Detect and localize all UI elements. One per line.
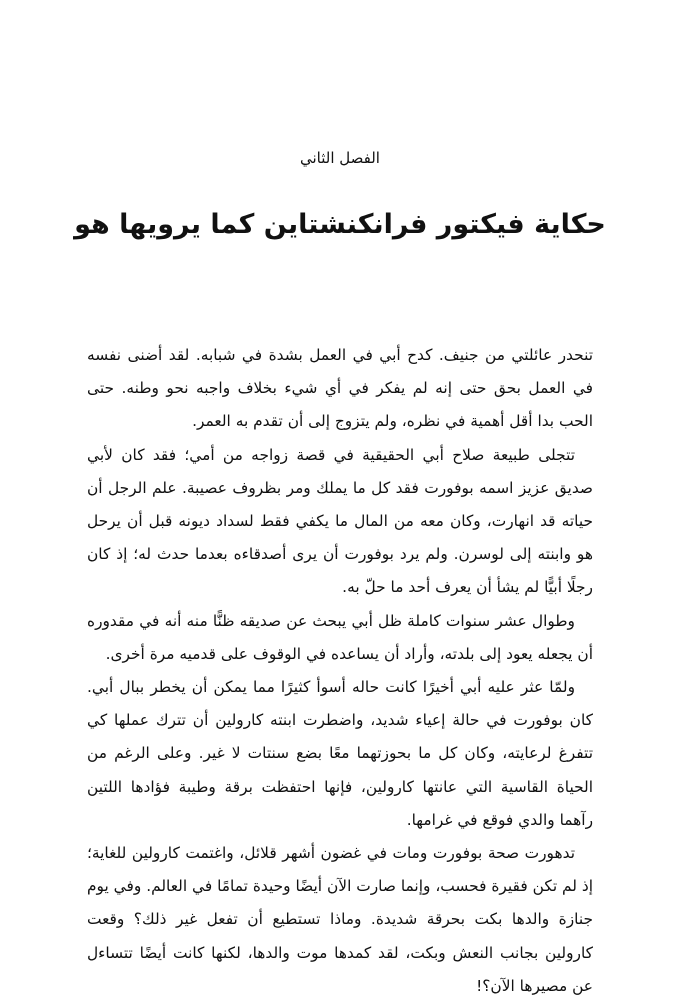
paragraph: وطوال عشر سنوات كاملة ظل أبي يبحث عن صديقه ظنًّا منه أنه في مقدوره أن يجعله يعود إلى بلدته، وأراد أن يساعده في الوقوف على قدميه مرة أخرى. — [87, 611, 593, 663]
chapter-title: حكاية فيكتور فرانكنشتاين كما يرويها هو — [74, 209, 606, 240]
paragraph: تدهورت صحة بوفورت ومات في غضون أشهر قلائل، واغتمت كارولين للغاية؛ إذ لم تكن فقيرة فحسب، وإنما صارت الآن أيضًا وحيدة تمامًا في العالم. وفي يوم جنازة والدها بكت بحرقة شديدة. وماذا تستطيع أن تفعل غير ذلك؟ وقعت كارولين بجانب النعش وبكت، لقد كمدها موت والدها، لكنها كانت أيضًا تتساءل عن مصيرها الآن؟! — [87, 844, 593, 995]
paragraph: ولمّا عثر عليه أبي أخيرًا كانت حاله أسوأ كثيرًا مما يمكن أن يخطر ببال أبي. كان بوفورت في حالة إعياء شديد، واضطرت ابنته كارولين أن تترك عملها كي تتفرغ لرعايته، وكان كل ما بحوزتهما معًا بضع سنتات لا غير. وعلى الرغم من الحياة القاسية التي عانتها كارولين، فإنها احتفظت برقة وطيبة فؤادها اللتين رآهما والدي فوقع في غرامها. — [87, 678, 593, 829]
chapter-body — [87, 339, 593, 1003]
paragraph: تتجلى طبيعة صلاح أبي الحقيقية في قصة زواجه من أمي؛ فقد كان لأبي صديق عزيز اسمه بوفورت فقد كل ما يملك ومر بظروف عصيبة. علم الرجل أن حياته قد انهارت، وكان معه من المال ما يكفي فقط لسداد ديونه قبل أن يرحل هو وابنته إلى لوسرن. ولم يرد بوفورت أن يرى أصدقاءه بعدما حدث له؛ إذ كان رجلًا أبيًّا لم يشأ أن يعرف أحد ما حلّ به. — [87, 445, 593, 597]
chapter-label: الفصل الثاني — [300, 149, 380, 167]
paragraph: تنحدر عائلتي من جنيف. كدح أبي في العمل بشدة في شبابه. لقد أضنى نفسه في العمل بحق حتى إنه لم يفكر في أي شيء بخلاف واجبه نحو وطنه. حتى الحب بدا أقل أهمية في نظره، ولم يتزوج إلى أن تقدم به العمر. — [87, 346, 593, 431]
